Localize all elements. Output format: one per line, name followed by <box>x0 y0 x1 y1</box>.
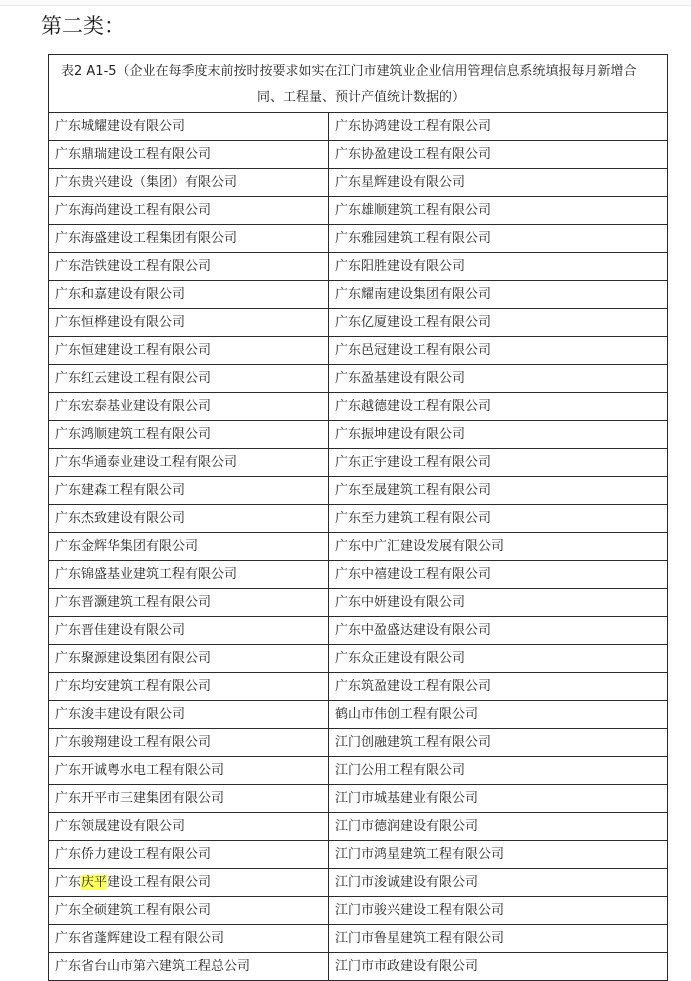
table-row <box>49 897 668 925</box>
company-name-left: 广东晋佳建设有限公司 <box>49 617 329 645</box>
table-row <box>49 449 668 477</box>
table-row <box>49 533 668 561</box>
table-row <box>49 701 668 729</box>
company-name-left: 广东鼎瑞建设工程有限公司 <box>49 141 329 169</box>
company-name-right: 江门市浚诚建设有限公司 <box>329 869 668 897</box>
company-name-left: 广东贵兴建设（集团）有限公司 <box>49 169 329 197</box>
company-name-right: 广东耀南建设集团有限公司 <box>329 281 668 309</box>
company-name-right: 广东协鸿建设工程有限公司 <box>329 113 668 141</box>
table-row <box>49 645 668 673</box>
top-rule <box>0 0 691 6</box>
company-name-prefix: 广东 <box>55 875 82 890</box>
company-name-right: 江门市骏兴建设工程有限公司 <box>329 897 668 925</box>
company-name-left: 广东和嘉建设有限公司 <box>49 281 329 309</box>
company-name-right: 广东协盈建设工程有限公司 <box>329 141 668 169</box>
company-name-right: 广东亿厦建设工程有限公司 <box>329 309 668 337</box>
table-row <box>49 197 668 225</box>
table-row <box>49 141 668 169</box>
table-row <box>49 309 668 337</box>
table-row <box>49 253 668 281</box>
table-row <box>49 505 668 533</box>
company-name-right: 鹤山市伟创工程有限公司 <box>329 701 668 729</box>
table-caption-row <box>49 55 668 113</box>
company-name-suffix: 建设工程有限公司 <box>107 875 212 890</box>
company-name-left: 广东海盛建设工程集团有限公司 <box>49 225 329 253</box>
company-name-right: 广东正宇建设工程有限公司 <box>329 449 668 477</box>
company-name-right: 江门创融建筑工程有限公司 <box>329 729 668 757</box>
company-name-right: 广东越德建设工程有限公司 <box>329 393 668 421</box>
company-name-right: 广东雅园建筑工程有限公司 <box>329 225 668 253</box>
company-name-left: 广东海尚建设工程有限公司 <box>49 197 329 225</box>
company-name-right: 广东众正建设有限公司 <box>329 645 668 673</box>
company-name-left: 广东鸿顺建筑工程有限公司 <box>49 421 329 449</box>
company-name-right: 广东阳胜建设有限公司 <box>329 253 668 281</box>
company-name-right: 广东星辉建设有限公司 <box>329 169 668 197</box>
table-row <box>49 617 668 645</box>
table-row <box>49 757 668 785</box>
table-row <box>49 421 668 449</box>
table-row <box>49 869 668 897</box>
company-name-left: 广东骏翔建设工程有限公司 <box>49 729 329 757</box>
table-row <box>49 281 668 309</box>
table-row <box>49 393 668 421</box>
highlighted-text: 庆平 <box>81 875 108 890</box>
company-name-right: 江门市德润建设有限公司 <box>329 813 668 841</box>
company-name-left: 广东省蓬辉建设工程有限公司 <box>49 925 329 953</box>
table-caption-line-2: 同、工程量、预计产值统计数据的） <box>256 90 465 105</box>
company-name-right: 广东至力建筑工程有限公司 <box>329 505 668 533</box>
company-name-left: 广东领晟建设有限公司 <box>49 813 329 841</box>
company-name-right: 广东筑盈建设工程有限公司 <box>329 673 668 701</box>
company-name-right: 广东邑冠建设工程有限公司 <box>329 337 668 365</box>
table-row <box>49 841 668 869</box>
company-name-left: 广东宏泰基业建设有限公司 <box>49 393 329 421</box>
company-name-right: 广东中禧建设工程有限公司 <box>329 561 668 589</box>
section-heading: 第二类： <box>41 14 125 38</box>
company-name-left: 广东恒建建设工程有限公司 <box>49 337 329 365</box>
table-row <box>49 925 668 953</box>
table-row <box>49 225 668 253</box>
table-row <box>49 337 668 365</box>
table-row <box>49 729 668 757</box>
company-name-right: 广东中妍建设有限公司 <box>329 589 668 617</box>
company-name-right: 江门市鸿星建筑工程有限公司 <box>329 841 668 869</box>
company-name-left: 广东杰致建设有限公司 <box>49 505 329 533</box>
company-name-left: 广东全硕建筑工程有限公司 <box>49 897 329 925</box>
company-name-left: 广东恒桦建设有限公司 <box>49 309 329 337</box>
table-row <box>49 785 668 813</box>
company-name-right: 广东盈基建设有限公司 <box>329 365 668 393</box>
table-row <box>49 561 668 589</box>
table-row <box>49 365 668 393</box>
company-table-wrap <box>48 54 667 981</box>
table-row <box>49 477 668 505</box>
company-name-right: 江门市城基建业有限公司 <box>329 785 668 813</box>
company-name-left: 广东华通泰业建设工程有限公司 <box>49 449 329 477</box>
company-name-right: 广东至晟建筑工程有限公司 <box>329 477 668 505</box>
company-name-left: 广东侨力建设工程有限公司 <box>49 841 329 869</box>
table-row <box>49 169 668 197</box>
company-name-right: 广东雄顺建筑工程有限公司 <box>329 197 668 225</box>
company-name-left: 广东均安建筑工程有限公司 <box>49 673 329 701</box>
company-name-left: 广东聚源建设集团有限公司 <box>49 645 329 673</box>
table-row <box>49 673 668 701</box>
company-name-left <box>49 869 329 897</box>
table-caption-line-1: 表2 A1-5（企业在每季度末前按时按要求如实在江门市建筑业企业信用管理信息系统填报每月新增合 <box>61 64 637 79</box>
company-name-left: 广东开平市三建集团有限公司 <box>49 785 329 813</box>
company-name-left: 广东建森工程有限公司 <box>49 477 329 505</box>
company-name-left: 广东浩铁建设工程有限公司 <box>49 253 329 281</box>
company-name-right: 江门公用工程有限公司 <box>329 757 668 785</box>
company-name-right: 广东中盈盛达建设有限公司 <box>329 617 668 645</box>
company-name-left: 广东金辉华集团有限公司 <box>49 533 329 561</box>
table-row <box>49 589 668 617</box>
table-row <box>49 953 668 981</box>
company-name-left: 广东锦盛基业建筑工程有限公司 <box>49 561 329 589</box>
company-name-left: 广东浚丰建设有限公司 <box>49 701 329 729</box>
table-row <box>49 813 668 841</box>
company-name-left: 广东红云建设工程有限公司 <box>49 365 329 393</box>
company-name-right: 江门市市政建设有限公司 <box>329 953 668 981</box>
company-name-left: 广东晋灏建筑工程有限公司 <box>49 589 329 617</box>
table-row <box>49 113 668 141</box>
company-name-left: 广东城耀建设有限公司 <box>49 113 329 141</box>
company-table <box>48 54 668 981</box>
company-name-right: 广东振坤建设有限公司 <box>329 421 668 449</box>
table-caption <box>49 55 668 113</box>
company-name-left: 广东省台山市第六建筑工程总公司 <box>49 953 329 981</box>
company-name-left: 广东开诚粤水电工程有限公司 <box>49 757 329 785</box>
company-name-right: 广东中广汇建设发展有限公司 <box>329 533 668 561</box>
company-name-right: 江门市鲁星建筑工程有限公司 <box>329 925 668 953</box>
